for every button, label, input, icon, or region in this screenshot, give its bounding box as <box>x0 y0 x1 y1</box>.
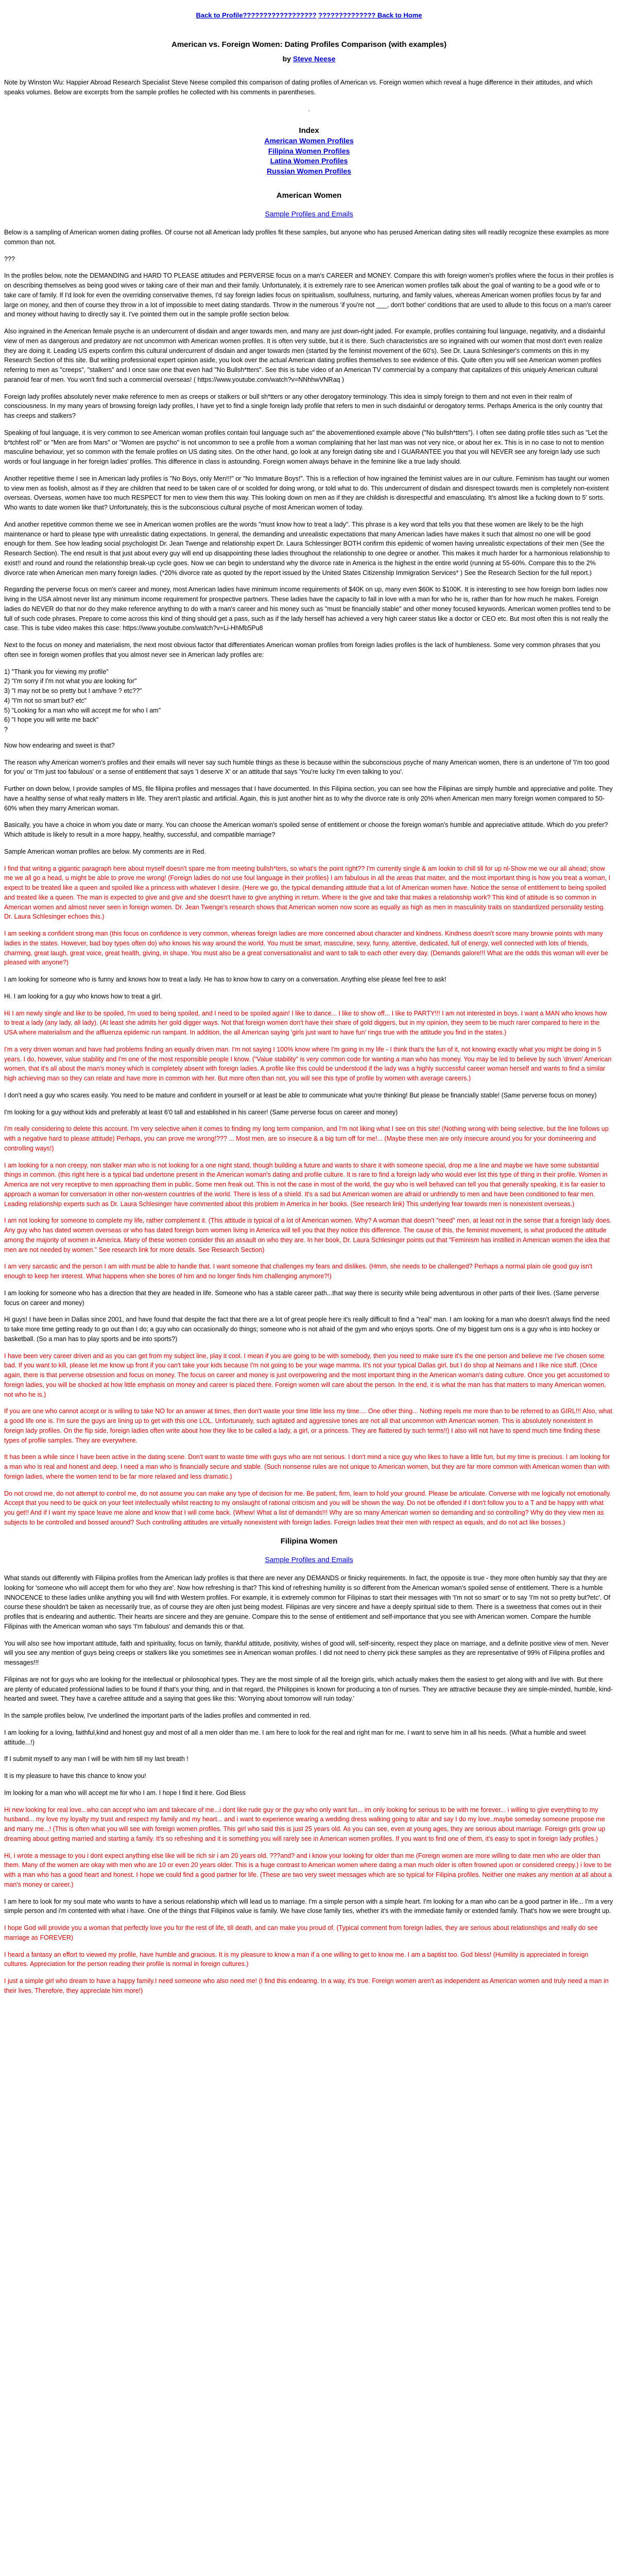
american-paragraph: And another repetitive common theme we see in American women profiles are the words "must know how to treat a lady". This phrase is a key word that tells you that these women are likely to be the high maintenance or hard to please type with unrealistic dating expectations. In general, the demanding and unrealistic expectations that many American ladies have makes it such that almost no one will be good enough for them. See how leading social psychologist Dr. Jean Twenge and relationship expert Dr. Laura Schlessinger BOTH confirm this epidemic of women having unrealistic expectations of their men (See the Research Section). The end result is that just about every guy will end up disappointing these ladies throughout the relationship to one degree or another. This makes it much harder for a harmonious relationship to exist!! and round and round the relationship break-up cycle goes. Now we can begin to understand why the divorce rate in America is the highest in the entire world (running at 55-60%. Compare this to the 2% divorce rate when American men marry foreign ladies. (*20% divorce rate as quoted by the report issued by the United States Citizenship Immigration Services* ) See the Research Section for the full report.) <box>4 520 610 577</box>
filipina-section <box>4 1536 614 1996</box>
index-heading: Index <box>299 126 319 135</box>
filipina-paragraph: You will also see how important attitude, faith and spirituality, focus on family, thankful attitude, positivity, wishes of good will, self-sincerity, respect they place on marriage, and a definite positive view of men. Never will you see any mention of guys being creeps or stalkers like you sometimes see in American woman profiles. I did not need to cherry pick these samples as they are representative of 99% of Filipina profiles and messages!!! <box>4 1639 609 1667</box>
american-profile-sample: Hi guys! I have been in Dallas since 2001, and have found that despite the fact that there are a lot of great people here it's really difficult to find a "real" man. I am looking for a man who doesn't always find the need to take more time getting ready to go out than I do; a guy who can occasionally do things; someone who is not afraid of the gym and who enjoys sports. One of my biggest turn ons is a guy who is into hockey or basketball. (So a man has to play sports and be into sports?) <box>4 1316 610 1343</box>
american-paragraph: Also ingrained in the American female psyche is an undercurrent of disdain and anger towards men, and many are just down-right jaded. For example, profiles containing foul language, negativity, and a disdainful view of men as dangerous and predatory are not uncommon with American women profiles. It is often very subtle, but it is there. Such characteristics are so ingrained with our women that most don't even realize they are doing it. Leading US experts confirm this cultural undercurrent of disdain and anger towards men (started by the feminist movement of the 60's). See Dr. Laura Schlesinger's comments on this in my Research Section of this site. But writing professional expert opinion aside, you look over the actual American dating profiles themselves to see evidence of this. Quite often you will see American women profiles referring to men as "creeps", "stalkers" and I once saw one that even had "No Bullsh*tters". See this is tube video of an American TV commercial by a company that capitalizes of this uniquely American cultural paranoid fear of men. You won't find such a commercial overseas! ( https://www.youtube.com/watch?v=NNhhwVNRaq ) <box>4 328 606 383</box>
byline-prefix: by <box>282 55 291 63</box>
intro-note: Note by Winston Wu: Happier Abroad Research Specialist Steve Neese compiled this comparison of dating profiles of American vs. Foreign women which reveal a huge difference in their attitudes, and which speaks volumes. Below are excerpts from the sample profiles he collected with his comments in parentheses. <box>4 79 593 96</box>
american-closing: Further on down below, I provide samples of MS, file filipina profiles and messages that I have documented. In this Filipina section, you can see how the Filipinas are simply humble and appreciative and polite. They have a healthy sense of what really matters in life. They aren't plastic and artificial. Again, this is just another hint as to why the divorce rate is only 20% when American men marry foreign women compared to 50-60% when they marry American woman. <box>4 785 613 812</box>
american-closing: Basically, you have a choice in whom you date or marry. You can choose the American woman's spoiled sense of entitlement or choose the foreign woman's humble and appreciative attitude. Which do you prefer? Which attitude is likely to result in a more happy, healthy, successful, and compatible marriage? <box>4 821 608 839</box>
american-closing: Now how endearing and sweet is that? <box>4 741 115 749</box>
american-profile-sample: I don't need a guy who scares easily. You need to be mature and confident in yourself or at least be able to communicate what you're thinking! But please be financially stable! (Same perverse focus on money) <box>4 1091 597 1099</box>
american-profile-sample: I have been very career driven and as you can get from my subject line, play it cool. I mean if you are going to be with somebody, then you need to make sure it's the one person and believe me I've chosen some bad. If you want to kill, please let me know up front if you can't take your kids because I'm not going to be your wage mamma. It's not your typical Dallas girl, but I do shop at Neimans and I like nice stuff. (Once again, there is that perverse obsession and focus on money. The focus on career and money is just overpowering and the most important thing in the American woman's dating culture. Once you get accustomed to foreign ladies, you will be shocked at how little emphasis on money and career is placed there. Foreign women will care about the person. In the end, it is what the man has that matters to many American women, not who he is.) <box>4 1352 610 1398</box>
american-paragraph: ??? <box>4 255 15 263</box>
american-profile-sample: I'm really considering to delete this account. I'm very selective when it comes to finding my long term companion, and I'm not liking what I see on this site! (Nothing wrong with being selective, but the line follows up with a negative hard to please attitude) Perhaps, you can prove me wrong!??? ... Most men, are so insecure & a big turn off for me!... (Maybe these men are only insecure around you for your domineering and controlling ways!) <box>4 1125 609 1152</box>
filipina-sample-link[interactable]: Sample Profiles and Emails <box>265 1555 353 1564</box>
byline <box>4 54 614 64</box>
filipina-profile-sample: I heard a fantasy an effort to viewed my profile, have humble and gracious. It is my pleasure to know a man if a one willing to get to know me. I am a baptist too. God bless! (Humility is appreciated in foreign cultures. Appreciation for the person reading their profile is normal in foreign cultures.) <box>4 1951 589 1968</box>
index-link-american[interactable]: American Women Profiles <box>264 137 354 145</box>
intro-separator: . <box>308 105 310 113</box>
american-profile-sample: I am not looking for someone to complete my life, rather complement it. (This attitude is typical of a lot of American women. Why? A woman that doesn't "need" men, at least not in the sense that a foreign lady does. Any guy who has dated women overseas or who has dated foreign born women living in America will tell you that they notice this difference. The cause of this, the feminist movement, is what produced the attitude among the majority of women in America. Many of these women consider this an assault on who they are. In her book, Dr. Laura Schlesinger points out that "Feminism has instilled in American women the idea that men are not needed by women." See research link for more details. See Research Section) <box>4 1217 612 1253</box>
american-profile-sample: Hi. I am looking for a guy who knows how to treat a girl. <box>4 992 162 1000</box>
american-paragraph: Regarding the perverse focus on men's career and money, most American ladies have minimum income requirements of $40K on up, many even $60K to $100K. It is interesting to see how foreign born ladies now living in the USA almost never list any minimum income requirement for prospective partners. These ladies have the capacity to fall in love with a man for who he is, rather than for how much he makes. Foreign ladies do NEVER do that nor do they make reference anything to do with a man's career and his money such as "must be financially stable" and other money focused keywords. American women profiles tend to be full of such code phrases. Prepare to come across this kind of thing should get a pass, such as if the lady herself has achieved a very high career status like a doctor or CEO etc. But most often this is not really the case. This is tube video makes this case: https://www.youtube.com/watch?v=Li-HhMb5Pu8 <box>4 586 611 632</box>
filipina-profile-sample: I am here to look for my soul mate who wants to have a serious relationship which will lead us to marriage. I'm a simple person with a simple heart. I'm looking for a man who can be a good partner in life... I'm a very simple person and i'm contented with what i have. One of the things that Filipinos value is family. We have close family ties, whether it's with the immediate family or extended family. That's how we were brought up. <box>4 1897 613 1915</box>
american-sample-link[interactable]: Sample Profiles and Emails <box>265 210 353 218</box>
american-profile-sample: Hi I am newly single and like to be spoiled, I'm used to being spoiled, and I need to be spoiled again! I like to dance... I like to show off... I like to PARTY!!! I am not interested in boys. I want a MAN who knows how to treat a lady (any lady, all lady). (At least she admits her gold digger ways. Not that foreign women don't have their share of gold diggers, but in my opinion, they seem to be much rarer compared to here in the USA where materialism and the affluenza epidemic run rampant. In addition, the all American saying 'girls just want to have fun' rings true with the attitude you find in the states.) <box>4 1009 607 1037</box>
humble-phrases-list <box>4 667 614 735</box>
back-to-profile-link[interactable]: Back to Profile?????????????????? <box>196 11 317 19</box>
american-paragraph: Next to the focus on money and materialism, the next most obvious factor that differentiates American woman profiles from foreign ladies profiles is the lack of humbleness. Some very common phrases that you often see in foreign women profiles that you almost never see in American lady profiles are: <box>4 641 600 658</box>
filipina-profile-sample: It is my pleasure to have this chance to know you! <box>4 1772 146 1780</box>
list-item: 3) "I may not be so pretty but I am/have ? etc??" <box>4 687 142 695</box>
american-heading: American Women <box>276 191 342 200</box>
filipina-profiles <box>4 1728 614 1996</box>
intro-section <box>4 78 614 114</box>
american-profile-sample: I am very sarcastic and the person I am with must be able to handle that. I want someone that challenges my fears and dislikes. (Hmm, she needs to be challenged? Perhaps a normal plain ole good guy isn't enough to keep her interest. What happens when she bores of him and no longer finds him challenging anymore?!) <box>4 1263 592 1280</box>
list-item: 4) "I'm not so smart but? etc" <box>4 697 87 704</box>
filipina-heading: Filipina Women <box>280 1536 338 1546</box>
filipina-profile-sample: If I submit myself to any man I will be with him till my last breath ! <box>4 1755 188 1763</box>
filipina-paragraph: In the sample profiles below, I've underlined the important parts of the ladies profiles and commented in red. <box>4 1712 311 1720</box>
american-profile-sample: I am seeking a confident strong man (this focus on confidence is very common, whereas foreign ladies are more concerned about character and kindness. Kindness doesn't score many brownie points with many ladies in the states. However, bad boy types often do) who knows his way around the world. You must be smart, masculine, sexy, funny, attentive, dedicated, full of energy, well connected with lots of friends, charming, great laugh, great voice, great health, giving, in shape. You must also be a great conversationalist and want to talk to each other every day. (Demands galore!!! What are the odds this woman will ever be pleased with anyone?) <box>4 930 608 967</box>
list-item: 1) "Thank you for viewing my profile" <box>4 668 109 675</box>
american-paragraph: In the profiles below, note the DEMANDING and HARD TO PLEASE attitudes and PERVERSE focus on a man's CAREER and MONEY. Compare this with foreign women's profiles where the focus in their profiles is on describing themselves as being good wives or taking care of their man and their family. Unfortunately, it is extremely rare to see American women profiles talk about the goal of wanting to be a good wife or to take care of family. If I'd look for even the overriding conservative themes, I'd say foreign ladies focus on spiritualism, soulfulness, nurturing, and family values, whereas American women profiles focus by far and large on money, and then of course they throw in a lot of impossible to meet dating standards. Throw in the numerous 'if you're not ___, don't bother' conditions that are used to allude to this focus on a man's career and money without having to directly say it. I've pointed them out in the sample profile section below. <box>4 272 614 318</box>
filipina-profile-sample: I just a simple girl who dream to have a happy family.I need someone who also need me! (I find this endearing. In a way, it's true. Foreign women aren't as independent as American women and truly need a man in their lives. Therefore, they appreciate him more!) <box>4 1977 609 1994</box>
american-paragraph: Speaking of foul language, it is very common to see American woman profiles contain foul language such as" the abovementioned example above ("No bullsh*tters"). I often see dating profile titles such as "Let the b*tchfest roll" or "Men are from Mars" or "Women are psycho" is not uncommon to see a profile from a woman complaining that her last man was not very nice, or about her ex. This is in no case to not to mention masculine behaviour, yet so common with the female profiles on US dating sites. On the other hand, go look at any foreign dating site and I GUARANTEE you that you will NEVER see any foreign lady use such words or foul language in her foreign ladies' profiles. This difference in class is astounding. Foreign women always behave in the feminine like a true lady should. <box>4 429 608 466</box>
author-link[interactable]: Steve Neese <box>293 55 336 63</box>
index-link-filipina[interactable]: Filipina Women Profiles <box>268 146 350 155</box>
filipina-profile-sample: Hi, i wrote a message to you i dont expect anything else like will be rich sir i am 20 years old. ???and? and i know your looking for older than me (Foreign women are more willing to date men who are older than them. Many of the women are okay with men who are 10 or even 20 years older. This is a huge contrast to American women where dating a man much older is often frowned upon or considered creepy.) i love to be with a man who has a good heart and honest. I hope we could find a good partner for life. (These are two very sweet messages which are so typical for Filipina profiles. Neither one makes any mention at all about a man's money or career.) <box>4 1852 612 1888</box>
american-profile-sample: I'm a very driven woman and have had problems finding an equally driven man. I'm not saying I 100% know where I'm going in my life - I think that's the fun of it, not knowing exactly what you might be doing in 5 years. I do, however, value stability and I'm one of the most responsible people I know. ("Value stability" is very common code for wanting a man who has money. You may be led to believe by such 'driven' American women, that it's all about the man's money which is completely absent with foreign ladies. A profile like this could be understood if the lady was a highly successful career woman herself and wants to find a similar high achieving man so they can relate and have more in common with her. But more often than not, you will see this type of profile by women with average careers.) <box>4 1045 612 1082</box>
american-profile-sample: If you are one who cannot accept or is willing to take NO for an answer at times, then don't waste your time little less my time.... One other thing... Nothing repels me more than to be referred to as GIRL!!! Also, what a good life one is. I'm sure the guys are lining up to get with this one LOL. Unfortunately, such agitated and aggressive tones are not all that uncommon with American women. This is absolutely nonexistent in foreign lady profiles. On the flip side, foreign ladies often write about how they like to be called a lady, a girl, or a princess. They are flattered by such terms!!) I also will not have to spend much time finding these types of profile samples. They are everywhere. <box>4 1408 612 1444</box>
american-profile-sample: I am looking for someone who has a direction that they are headed in life. Someone who has a stable career path...that way there is security while being adventurous in other parts of their lives. (Same perverse focus on career and money) <box>4 1289 599 1307</box>
american-closing: Sample American woman profiles are below. My comments are in Red. <box>4 848 206 855</box>
top-navigation <box>4 10 614 21</box>
filipina-profile-sample: Hi new looking for real love...who can accept who iam and takecare of me...i dont like rude guy or the guy who only want fun... im only looking for serious to be with me forever... i willing to give everything to my husband... my love my loyalty my trust and respect my family and my heart... and i want to experience wearing a wedding dress walking going to altar and say I do my love..maybe someday someone propose me and marry me...! (This is often what you will see with foreign women profiles. This girl who said this is just 25 years old. As you can see, even at young ages, they are serious about marriage. Foreign girls grow up dreaming about getting married and starting a family. It's so refreshing and it is something you will rarely see in American women profiles. If you want to find one of them, it's easy to spot in foreign lady profiles.) <box>4 1806 605 1842</box>
page-title: American vs. Foreign Women: Dating Profiles Comparison (with examples) <box>171 40 447 49</box>
american-paragraph: Below is a sampling of American women dating profiles. Of course not all American lady profiles fit these samples, but anyone who has perused American dating sites will readily recognize these examples as more common than not. <box>4 229 609 246</box>
filipina-paragraph: What stands out differently with Filipina profiles from the American lady profiles is that there are never any DEMANDS or finicky requirements. In fact, the opposite is true - they more often humbly say that they are looking for 'someone who will accept them for who they are'. Now how refreshing is that? This kind of refreshing humility is so different from the American woman's spoiled sense of entitlement. There is a humble INNOCENCE to these ladies unlike anything you will find with Western profiles. For example, it is extremely common for Filipinas to start their messages with 'I'm not so smart' or to say 'I'm not so pretty but?etc'. Of course these shouldn't be taken as necessarily true, as of course they are often just being modest. Filipinas are very sincere and have a deeply spiritual side to them. There is a sweetness that comes out in their profiles that is endearing and authentic. Their hearts are sincere and they are genuine. Compare this to the sense of entitlement and self-importance that you see with American women. Compare the humble Filipinas with the American woman who says 'I'm fabulous' and demands this or that. <box>4 1574 611 1630</box>
american-paragraph: Another repetitive theme I see in American lady profiles is "No Boys, only Men!!!" or "No Immature Boys!". This is a reflection of how ingrained the feminist values are in our culture. Feminism has taught our women to view men as foolish, almost as if they are children that need to be taken care of or scolded for doing wrong, or told what to do. This undercurrent of disdain and disrespect towards men is completely non-existent overseas. Overseas, women have too much RESPECT for men to view them this way. This looking down on men as if they are childish is disrespectful and emasculating. It's almost like a fucking down to 5' sorts. Who wants to date women like that? Unfortunately, this is the subconscious cultural psyche of most American women of today. <box>4 474 609 512</box>
filipina-profile-sample: I hope God will provide you a woman that perfectly love you for the rest of life, till death, and can make you proud of. (Typical comment from foreign ladies, they are serious about relationships and really do see marriage as FOREVER) <box>4 1924 598 1941</box>
american-profiles <box>4 864 614 1528</box>
page <box>0 10 618 1996</box>
index <box>4 125 614 176</box>
index-link-russian[interactable]: Russian Women Profiles <box>267 167 351 176</box>
list-item: 5) "Looking for a man who will accept me for who I am" <box>4 706 161 714</box>
american-profile-sample: I am looking for a non creepy, non stalker man who is not looking for a one night stand, though building a future and wants to share it with someone special, drop me a line and maybe we have some substantial things in common. (this right here is a typical bad undertone present in the American woman's dating and profile culture. It is rare to find a foreign lady who would ever list this type of thing in their profile. Women in America are not very receptive to men approaching them in public. Some men freak out. This is not the case in most of the world, the guy who is well behaved can tell you that generally speaking, it is far easier to approach a woman for conversation in other non-western countries of the world. There is less of a shield. It's a sad but American women are afraid or unfriendly to men and have been conditioned to fear men. Leading relationship experts such as Dr. Laura Schlesinger have commented about this problem in America in her books. (See research link) This underlying fear towards men is nonexistent overseas.) <box>4 1161 608 1208</box>
list-item: 2) "I'm sorry if I'm not what you are looking for" <box>4 677 137 685</box>
american-profile-sample: I'm looking for a guy without kids and preferably at least 6'0 tall and established in his career! (Same perverse focus on career and money) <box>4 1108 398 1116</box>
list-item: ? <box>4 726 8 734</box>
american-paragraph: Foreign lady profiles absolutely never make reference to men as creeps or stalkers or bull sh*tters or any other derogatory terminology. This idea is simply foreign to them and not even in their realm of consciousness. In my many years of browsing foreign lady profiles, I have yet to find a single foreign lady profile that refers to men in such disdainful or derogatory terms. Perhaps America is the only country that has creeps and stalkers? <box>4 393 603 420</box>
filipina-profile-sample: Im looking for a man who will accept me for who I am. I hope I find it here. God Bless <box>4 1789 246 1797</box>
american-closing: The reason why American women's profiles and their emails will never say such humble things as these is because within the subconscious psyche of many American women, there is an undertone of 'I'm too good for you' or 'I'm just too fabulous' or a sense of entitlement that says 'I deserve X' or an attitude that says 'You're lucky I'm even talking to you'. <box>4 758 610 776</box>
american-profile-sample: It has been a while since I have been active in the dating scene. Don't want to waste time with guys who are not serious. I don't mind a nice guy who likes to have a little fun, but my time is precious. I am looking for a man who is real and honest and deep. I need a man who is financially secure and stable. (Such nonsense rules are not unique to American women, but they are far more common with American women than with foreign ladies, where the women tend to be far more relaxed and less dramatic.) <box>4 1453 610 1480</box>
back-to-home-link[interactable]: ?????????????? Back to Home <box>318 11 422 19</box>
filipina-profile-sample: I am looking for a loving, faithful,kind and honest guy and most of all a men older than me. I am here to look for the real and right man for me. I want to serve him in all his needs. (What a humble and sweet attitude...!) <box>4 1728 586 1746</box>
index-link-latina[interactable]: Latina Women Profiles <box>270 157 348 165</box>
filipina-paragraph: Filipinas are not for guys who are looking for the intellectual or philosophical types. They are the most simple of all the foreign girls, which actually makes them the easiest to get along with and live with. But there are plenty of educated professional ladies to be found if that's your thing, and in that regard, the Philippines is known for producing a ton of nurses. They are attractive because they are simple-minded, humble, kind-hearted and sweet. They have a carefree attitude and a saying that goes like this: 'Worrying about tomorrow will ruin today.' <box>4 1675 613 1703</box>
american-profile-sample: I am looking for someone who is funny and knows how to treat a lady. He has to know how to carry on a conversation. Anything else please feel free to ask! <box>4 976 447 984</box>
list-item: 6) "I hope you will write me back" <box>4 716 99 724</box>
american-section <box>4 190 614 1528</box>
american-profile-sample: Do not crowd me, do not attempt to control me, do not assume you can make any type of decision for me. Be patient, firm, learn to hold your ground. Please be articulate. Converse with me logically not emotionally. Accept that you need to be quick on your feet intellectually whilst reacting to my onslaught of rational criticism and you will be shown the way. Do not be offended if I don't follow you to a T and be happy with what you get!! And if I want my space leave me alone and know that I will come back. (Whew! What a list of demands!!! Why are so many American women so demanding and so controlling? Why do they view men as subjects to be controlled and bossed around? Such controlling attitudes are virtually nonexistent with foreign ladies. Foreign ladies treat their men with respect as equals, and do not act like bosses.) <box>4 1489 611 1526</box>
american-profile-sample: I find that writing a gigantic paragraph here about myself doesn't spare me from meeting bullsh*ters, so what's the point right?? I'm currently single & am lookin to chill till for up nl-Show me we our all ahead; show me we all go a head, u might be able to prove me wrong! (Foreign ladies do not use foul language in their profiles) I am fabulous in all the areas that matter, and the most important thing is how you treat a woman, I expect to be treated like a queen and spoiled like a princess with whatever I desire. (Here we go, the typical demanding attitude that a lot of American women have. Notice the sense of entitlement to being spoiled and treated like a queen. The man is expected to give and give and she doesn't have to give anything in return. Where is the give and take that makes a relationship work? This kind of attitude is so common in American women and almost never seen in foreign women. Dr. Jean Twenge's research shows that American women now score as equally as high as men in masculinity traits on standardized personality testing. Dr. Laura Schlesinger echoes this.) <box>4 865 611 921</box>
